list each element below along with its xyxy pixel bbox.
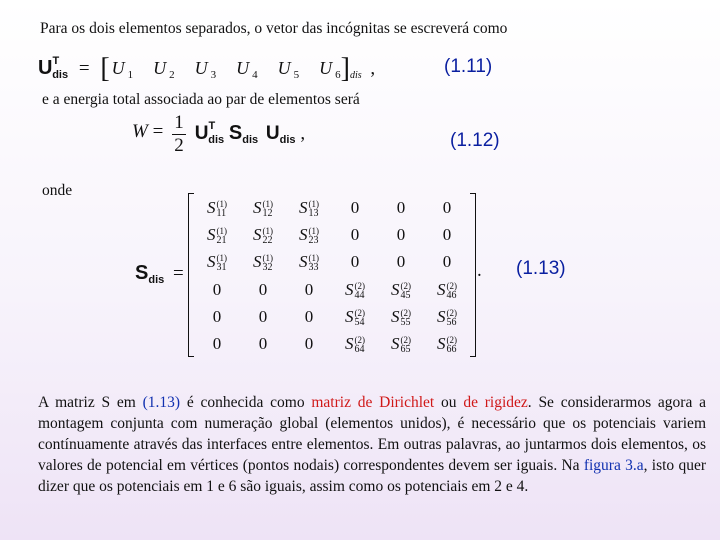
matrix-entry-sub: 31	[216, 262, 227, 274]
matrix-entry-sub: 55	[400, 316, 411, 328]
figure-ref-link[interactable]: figura 3.a	[583, 457, 644, 474]
eq11-entry-sub: 2	[169, 69, 175, 81]
matrix-entry-sup: (2)	[446, 280, 457, 291]
eq12-u1-sup: T	[208, 119, 216, 132]
matrix-entry-zero: 0	[442, 252, 452, 272]
eq12-s: S	[228, 121, 243, 144]
eq11-entry	[278, 58, 300, 79]
matrix-entry-zero: 0	[350, 252, 360, 272]
eq12-u2: U	[265, 122, 280, 144]
matrix-cell	[286, 333, 332, 360]
matrix-cell	[424, 224, 470, 251]
matrix-cell	[332, 224, 378, 251]
matrix-cell	[286, 197, 332, 224]
eq11-entry	[195, 58, 217, 79]
matrix-cell	[424, 197, 470, 224]
matrix-entry-sup: (2)	[400, 280, 411, 291]
matrix-cell	[194, 197, 240, 224]
matrix-cell	[332, 279, 378, 306]
matrix-cell	[332, 333, 378, 360]
eq11-entry-base: U	[153, 58, 167, 78]
matrix-entry-sub: 32	[262, 262, 273, 274]
eq11-entry-sub: 4	[252, 69, 258, 81]
matrix-entry-symbol: S	[207, 198, 216, 217]
eq13-s-sub: dis	[148, 274, 165, 286]
matrix-entry-sup: (2)	[446, 335, 457, 346]
matrix-cell	[332, 251, 378, 278]
matrix-cell	[286, 224, 332, 251]
matrix-cell	[332, 306, 378, 333]
matrix-entry-sup: (1)	[262, 226, 273, 237]
eq11-entries	[110, 58, 341, 79]
matrix-entry-sub: 64	[354, 344, 365, 356]
eq12-s-sub: dis	[242, 133, 259, 146]
matrix-entry-zero: 0	[304, 279, 314, 299]
para-text-4: . Se considerarmos agora a montagem conjunta com numeração global (elementos unidos), é necessário que os potenciais variem contínuamente através das interfaces entre elementos. Em outras palavras, ao juntarmos dois elementos, os valores de potencial em vértices (pontos nodais) correspondentes devem ser iguais. Na	[38, 394, 706, 474]
matrix-cell	[378, 224, 424, 251]
matrix-entry-sup: (1)	[262, 253, 273, 264]
matrix-cell	[240, 224, 286, 251]
matrix-entry-symbol: S	[391, 334, 400, 353]
matrix-entry-zero: 0	[212, 306, 222, 326]
matrix-entry-sub: 21	[216, 235, 227, 247]
matrix-cell	[286, 251, 332, 278]
eq13-lhs	[135, 262, 184, 285]
matrix-entry-sup: (1)	[308, 199, 319, 210]
matrix-entry-zero: 0	[442, 225, 452, 245]
matrix-entry-sup: (1)	[216, 253, 227, 264]
matrix-cell	[424, 333, 470, 360]
eq13-matrix	[188, 193, 476, 357]
matrix-cell	[194, 333, 240, 360]
matrix-entry-symbol: S	[437, 306, 446, 326]
matrix-cell	[240, 279, 286, 306]
matrix-entry-sup: (2)	[400, 335, 411, 346]
para-text-3: ou	[434, 394, 464, 411]
eq12-w: W	[132, 120, 148, 142]
matrix-entry-symbol: S	[299, 198, 308, 217]
eq11-entry	[112, 58, 134, 79]
matrix-entry-symbol: S	[437, 279, 446, 299]
eq12-u1: U	[194, 122, 209, 144]
eq12-fraction	[172, 112, 186, 157]
matrix-cell	[240, 197, 286, 224]
matrix-entry-sup: (1)	[216, 226, 227, 237]
eq11-entry-sub: 3	[210, 69, 217, 81]
eq11-number: (1.11)	[444, 56, 493, 77]
eq12-number: (1.12)	[450, 130, 500, 151]
matrix-entry-sup: (2)	[400, 307, 411, 318]
eq11-entry	[153, 58, 175, 79]
matrix-cell	[286, 306, 332, 333]
matrix-entry-sup: (2)	[354, 307, 365, 318]
matrix-cell	[194, 279, 240, 306]
matrix-entry-sup: (1)	[216, 199, 227, 210]
matrix-entry-sub: 54	[354, 316, 365, 328]
eq13-equals: =	[173, 263, 184, 284]
matrix-entry-zero: 0	[304, 334, 314, 353]
term-rigidez: de rigidez	[463, 394, 528, 411]
eq11-entry	[236, 58, 258, 79]
matrix-entry-symbol: S	[299, 225, 308, 245]
matrix-cell	[240, 333, 286, 360]
equation-1-12	[132, 112, 305, 157]
matrix-entry-sup: (2)	[354, 280, 365, 291]
matrix-entry-symbol: S	[253, 252, 262, 272]
eq12-comma: ,	[300, 122, 306, 144]
energy-text: e a energia total associada ao par de elementos será	[42, 91, 360, 108]
matrix-entry-sub: 11	[216, 208, 227, 220]
eq11-entry-base: U	[319, 58, 333, 78]
term-dirichlet: matriz de Dirichlet	[311, 394, 435, 411]
matrix-cell	[378, 279, 424, 306]
eq11-lhs-sub: dis	[52, 69, 69, 81]
matrix-entry-symbol: S	[253, 198, 262, 217]
eq11-close-sub: dis	[349, 70, 362, 81]
eq13-period: .	[477, 260, 482, 281]
eq11-lhs-sup: T	[52, 55, 60, 67]
matrix-entry-symbol: S	[253, 225, 262, 245]
matrix-cell	[194, 224, 240, 251]
matrix-cell	[286, 279, 332, 306]
matrix-entry-sub: 44	[354, 289, 365, 301]
eq11-entry-base: U	[277, 58, 291, 78]
matrix-entry-symbol: S	[391, 306, 400, 326]
matrix-entry-zero: 0	[350, 198, 360, 217]
eq-ref-link[interactable]: (1.13)	[142, 394, 181, 411]
eq11-close-bracket: ]	[340, 53, 350, 84]
matrix-entry-sup: (1)	[262, 199, 273, 210]
eq11-open-bracket: [	[100, 53, 110, 84]
eq11-equals: =	[78, 58, 90, 79]
matrix-entry-sup: (1)	[308, 253, 319, 264]
matrix-cell	[378, 306, 424, 333]
eq11-entry-base: U	[236, 58, 250, 78]
matrix-entry-symbol: S	[345, 306, 354, 326]
matrix-cell	[424, 251, 470, 278]
matrix-entry-sup: (2)	[446, 307, 457, 318]
equation-1-11	[38, 50, 375, 82]
eq12-equals: =	[152, 120, 164, 142]
matrix-cell	[240, 251, 286, 278]
matrix-cell	[378, 197, 424, 224]
matrix-entry-zero: 0	[212, 334, 222, 353]
matrix-cell	[240, 306, 286, 333]
matrix-entry-zero: 0	[350, 225, 360, 245]
intro-text: Para os dois elementos separados, o vetor das incógnitas se escreverá como	[40, 20, 508, 37]
matrix-cell	[378, 251, 424, 278]
matrix-entry-symbol: S	[299, 252, 308, 272]
matrix-entry-sub: 56	[446, 316, 457, 328]
eq11-entry-base: U	[194, 58, 208, 78]
matrix-entry-symbol: S	[345, 334, 354, 353]
para-text-1: A matriz S em	[38, 394, 143, 411]
matrix-entry-sub: 33	[308, 262, 319, 274]
para-text-5: , isto quer dizer que os potenciais em 1 e 6 são iguais, assim como os potenciais em 2 e 4.	[38, 457, 707, 495]
matrix-entry-zero: 0	[304, 306, 314, 326]
matrix-entry-zero: 0	[212, 279, 222, 299]
matrix-entry-symbol: S	[207, 252, 216, 272]
eq11-entry-sub: 1	[127, 69, 134, 81]
matrix-entry-symbol: S	[345, 279, 354, 299]
matrix-entry-zero: 0	[442, 198, 452, 217]
matrix-cell	[424, 306, 470, 333]
eq11-lhs: U	[38, 57, 53, 79]
matrix-entry-symbol: S	[391, 279, 400, 299]
matrix-entry-sub: 12	[262, 208, 273, 220]
para-text-2: é conhecida como	[180, 394, 312, 411]
matrix-entry-sub: 65	[400, 344, 411, 356]
matrix-entry-zero: 0	[396, 252, 406, 272]
eq12-u1-sub: dis	[208, 133, 225, 146]
matrix-entry-zero: 0	[396, 225, 406, 245]
matrix-entry-symbol: S	[207, 225, 216, 245]
matrix-cell	[194, 306, 240, 333]
eq11-comma: ,	[370, 58, 376, 79]
matrix-cell	[194, 251, 240, 278]
matrix-entry-sub: 46	[446, 289, 457, 301]
eq13-number: (1.13)	[516, 258, 566, 279]
eq12-frac-den: 2	[174, 135, 184, 156]
matrix-entry-sub: 23	[308, 235, 319, 247]
eq11-entry	[319, 58, 341, 79]
eq11-entry-sub: 6	[335, 69, 341, 81]
matrix-entry-sub: 13	[308, 208, 319, 220]
matrix-entry-zero: 0	[396, 198, 406, 217]
matrix-entry-sup: (2)	[354, 335, 365, 346]
matrix-cell	[332, 197, 378, 224]
matrix-cell	[424, 279, 470, 306]
matrix-entry-symbol: S	[437, 334, 446, 353]
matrix-entry-sub: 45	[400, 289, 411, 301]
matrix-cells	[188, 193, 476, 357]
eq13-s: S	[135, 262, 149, 284]
matrix-entry-zero: 0	[258, 334, 268, 353]
matrix-entry-zero: 0	[258, 306, 268, 326]
matrix-entry-sub: 22	[262, 235, 273, 247]
eq12-frac-num: 1	[174, 112, 184, 133]
matrix-entry-sup: (1)	[308, 226, 319, 237]
eq11-entry-base: U	[111, 58, 125, 78]
matrix-entry-sub: 66	[446, 344, 457, 356]
matrix-cell	[378, 333, 424, 360]
eq11-entry-sub: 5	[293, 69, 300, 81]
body-paragraph	[38, 392, 706, 497]
eq12-u2-sub: dis	[279, 133, 296, 146]
matrix-entry-zero: 0	[258, 279, 268, 299]
onde-text: onde	[42, 182, 73, 199]
